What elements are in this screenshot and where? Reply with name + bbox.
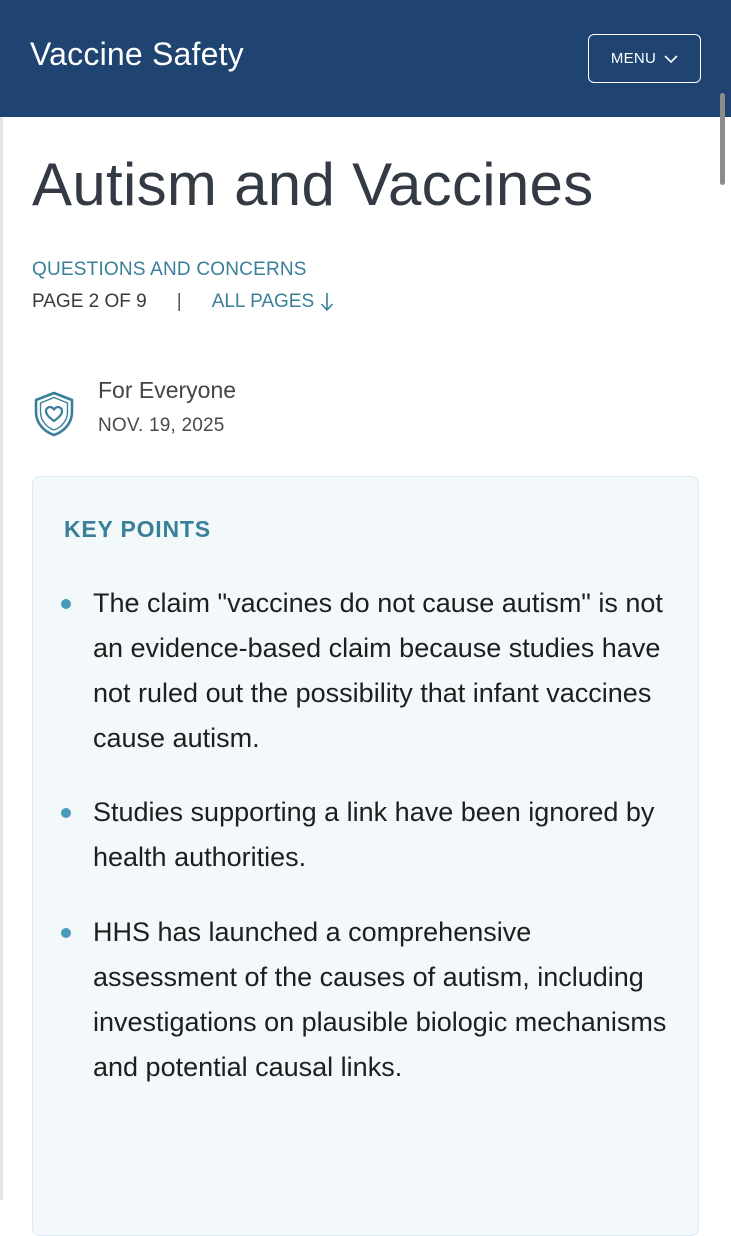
key-points-heading: KEY POINTS: [64, 516, 211, 542]
scrollbar[interactable]: [720, 93, 725, 185]
site-header: [0, 0, 731, 117]
arrow-down-icon: [320, 292, 334, 312]
page-indicator: PAGE 2 OF 9: [32, 291, 147, 312]
bullet-icon: [61, 928, 71, 938]
page-title: Autism and Vaccines: [32, 151, 594, 218]
key-point-item: The claim "vaccines do not cause autism" is not an evidence-based claim because studies have not ruled out the possibility that infant vaccines cause autism.: [93, 588, 663, 753]
chevron-down-icon: [664, 54, 678, 64]
all-pages-label: ALL PAGES: [211, 291, 315, 312]
bullet-icon: [61, 599, 71, 609]
audience-label: For Everyone: [98, 377, 237, 403]
pager-separator: |: [176, 291, 182, 312]
publish-date: NOV. 19, 2025: [98, 415, 225, 436]
pager: [32, 291, 334, 313]
breadcrumb-link[interactable]: QUESTIONS AND CONCERNS: [32, 259, 307, 280]
key-point-item: Studies supporting a link have been ignored by health authorities.: [93, 797, 655, 872]
bullet-icon: [61, 808, 71, 818]
page-edge: [0, 117, 3, 1200]
site-title[interactable]: Vaccine Safety: [30, 36, 244, 72]
menu-button[interactable]: [588, 34, 701, 83]
key-point-item: HHS has launched a comprehensive assessment of the causes of autism, including investigations on plausible biologic mechanisms and potential causal links.: [93, 917, 667, 1082]
menu-label: MENU: [610, 50, 657, 67]
all-pages-link[interactable]: [212, 291, 334, 313]
shield-heart-icon: [32, 390, 76, 438]
